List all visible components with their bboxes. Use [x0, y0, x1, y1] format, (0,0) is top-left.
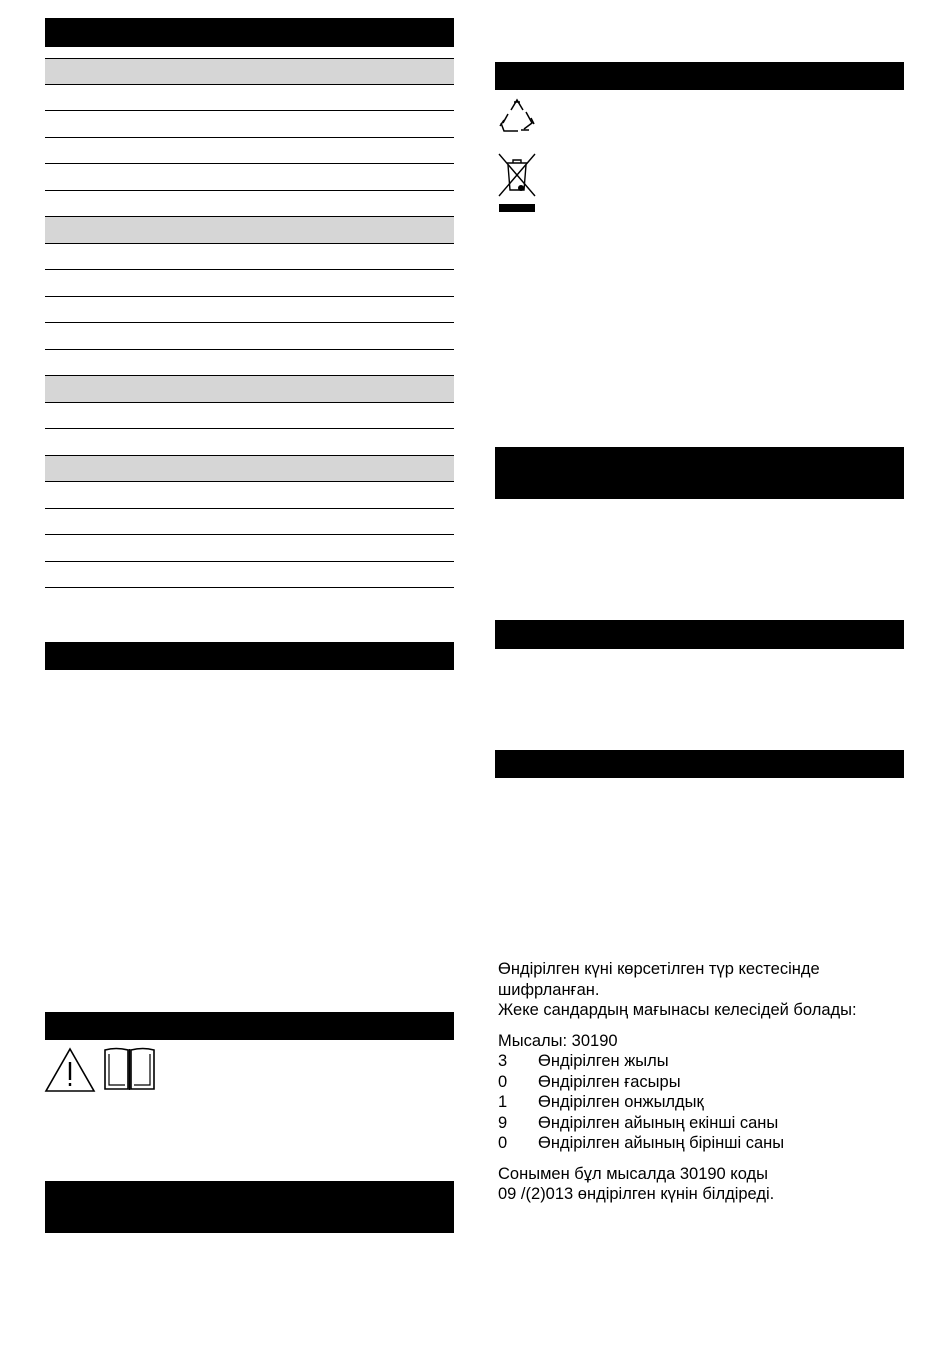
table-row — [45, 164, 454, 191]
spec-table — [45, 58, 454, 588]
section-header-bar — [45, 642, 454, 670]
conclusion-line: Сонымен бұл мысалда 30190 коды — [498, 1164, 769, 1183]
table-row — [45, 350, 454, 377]
table-row — [45, 562, 454, 589]
example-meaning: Өндірілген ғасыры — [538, 1072, 681, 1091]
example-digit: 9 — [498, 1113, 508, 1132]
example-item — [498, 1072, 918, 1093]
table-row — [45, 376, 454, 403]
section-header-bar — [45, 18, 454, 47]
example-item — [498, 1092, 918, 1113]
conclusion-line: 09 /(2)013 өндірілген күнін білдіреді. — [498, 1185, 775, 1203]
section-header-bar — [45, 1181, 454, 1233]
table-row — [45, 509, 454, 536]
table-row — [45, 244, 454, 271]
table-row — [45, 270, 454, 297]
section-header-bar — [495, 62, 904, 90]
table-row — [45, 403, 454, 430]
example-item — [498, 1133, 918, 1154]
table-row — [45, 191, 454, 218]
section-header-bar — [495, 447, 904, 499]
production-date-text — [498, 959, 918, 1205]
table-row — [45, 456, 454, 483]
example-digit: 3 — [498, 1052, 508, 1070]
example-item — [498, 1051, 918, 1072]
example-meaning: Өндірілген айының бірінші саны — [538, 1134, 785, 1152]
example-digit: 1 — [498, 1093, 508, 1111]
intro-line: Өндірілген күні көрсетілген түр кестесінде — [498, 960, 820, 978]
example-meaning: Өндірілген айының екінші саны — [538, 1113, 779, 1132]
manual-book-icon — [102, 1046, 157, 1092]
recycle-icon — [496, 96, 538, 136]
example-item — [498, 1113, 918, 1134]
example-label: Мысалы: 30190 — [498, 1031, 618, 1050]
table-row — [45, 429, 454, 456]
table-row — [45, 58, 454, 85]
intro-line: Жеке сандардың мағынасы келесідей болады: — [498, 1001, 857, 1019]
intro-line: шифрланған. — [498, 980, 600, 999]
section-header-bar — [495, 750, 904, 778]
table-row — [45, 482, 454, 509]
table-row — [45, 138, 454, 165]
example-meaning: Өндірілген жылы — [538, 1052, 669, 1070]
table-row — [45, 535, 454, 562]
table-row — [45, 85, 454, 112]
table-row — [45, 297, 454, 324]
example-digit: 0 — [498, 1072, 508, 1091]
section-header-bar — [45, 1012, 454, 1040]
crossed-bin-icon — [496, 152, 538, 214]
example-digit: 0 — [498, 1134, 508, 1152]
example-meaning: Өндірілген онжылдық — [538, 1093, 704, 1111]
table-row — [45, 217, 454, 244]
warning-triangle-icon — [44, 1047, 96, 1093]
table-row — [45, 323, 454, 350]
section-header-bar — [495, 620, 904, 649]
table-row — [45, 111, 454, 138]
